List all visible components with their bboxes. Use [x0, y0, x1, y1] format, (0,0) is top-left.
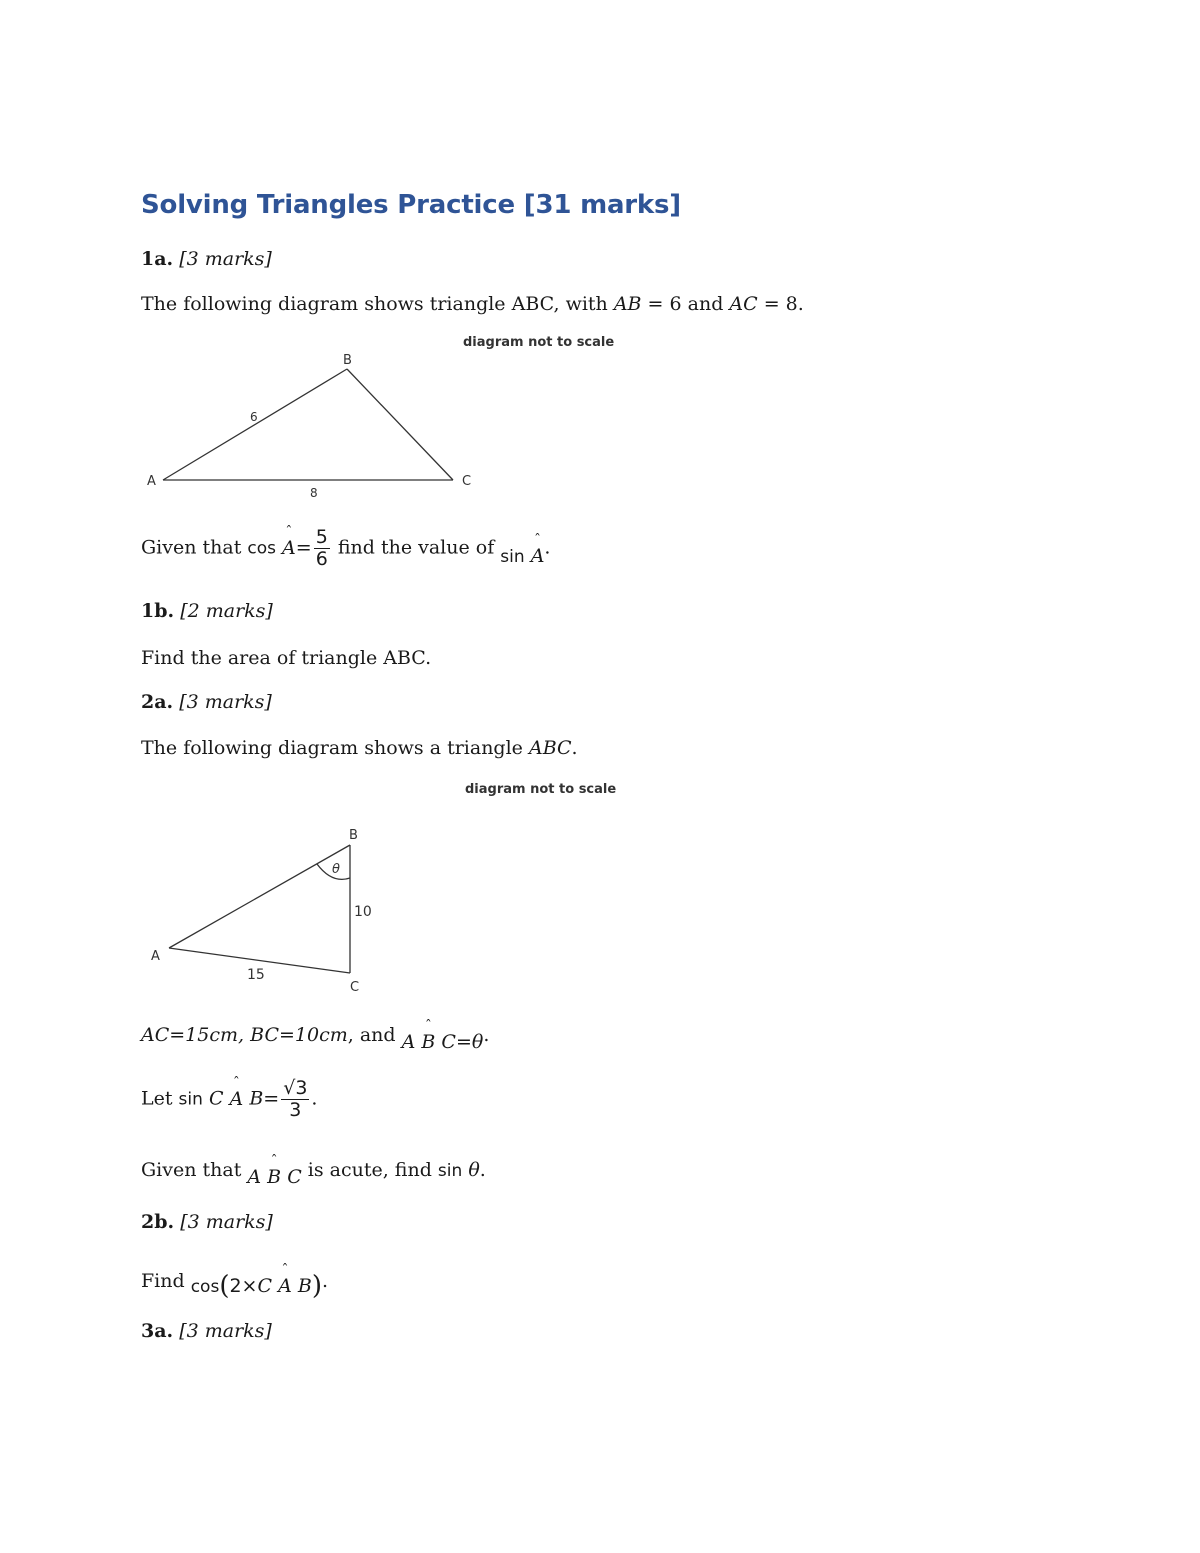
- triangle-diagram-2: [140, 820, 380, 1000]
- question-1b-header: 1b. [2 marks]: [141, 600, 273, 622]
- question-marks: [3 marks]: [179, 248, 272, 270]
- side-label-ab: 6: [250, 410, 258, 424]
- side-label-ac: 15: [247, 967, 265, 983]
- vertex-label-a: A: [147, 474, 156, 489]
- question-3a-header: 3a. [3 marks]: [141, 1320, 272, 1342]
- side-label-bc: 10: [354, 904, 372, 920]
- fraction: $\frac{5}{6}$: [315, 526, 328, 570]
- side-bc: [347, 369, 453, 480]
- question-2b-text: Find cos(2×C ˆ A B).: [141, 1266, 328, 1296]
- vertex-label-b: B: [349, 828, 358, 843]
- vertex-label-c: C: [350, 980, 360, 995]
- vertex-label-c: C: [462, 474, 472, 489]
- page-title: Solving Triangles Practice [31 marks]: [141, 190, 681, 220]
- side-ab: [163, 369, 347, 480]
- question-1a-header: 1a. [3 marks]: [141, 248, 272, 270]
- question-1a-given: Given that cos ˆ A= $\frac{5}{6}$ find the value of sin ˆ A.: [141, 527, 550, 570]
- question-1b-text: Find the area of triangle ABC.: [141, 647, 432, 669]
- fraction: $\frac{√3}{3}$: [283, 1077, 308, 1121]
- diagram-note-2: diagram not to scale: [465, 782, 617, 797]
- question-number: 1a: [141, 248, 167, 270]
- angle-label-theta: θ: [332, 862, 340, 877]
- question-2a-acute: Given that A ˆ B C is acute, find sin θ.: [141, 1159, 486, 1181]
- question-2b-header: 2b. [3 marks]: [141, 1211, 273, 1233]
- diagram-note: diagram not to scale: [463, 335, 615, 350]
- question-2a-header: 2a. [3 marks]: [141, 691, 272, 713]
- vertex-label-a: A: [151, 949, 160, 964]
- side-ab: [169, 845, 350, 948]
- triangle-diagram-1: [140, 345, 500, 505]
- side-label-ac: 8: [310, 486, 318, 500]
- vertex-label-b: B: [343, 353, 352, 368]
- question-2a-let: Let sin C ˆ A B= $\frac{√3}{3}$ .: [141, 1078, 317, 1121]
- question-1a-intro: The following diagram shows triangle ABC, with AB = 6 and AC = 8.: [141, 293, 804, 315]
- question-2a-given: AC=15cm, BC=10cm, and A ˆ B C=θ.: [141, 1024, 489, 1046]
- question-2a-intro: The following diagram shows a triangle ABC.: [141, 737, 578, 759]
